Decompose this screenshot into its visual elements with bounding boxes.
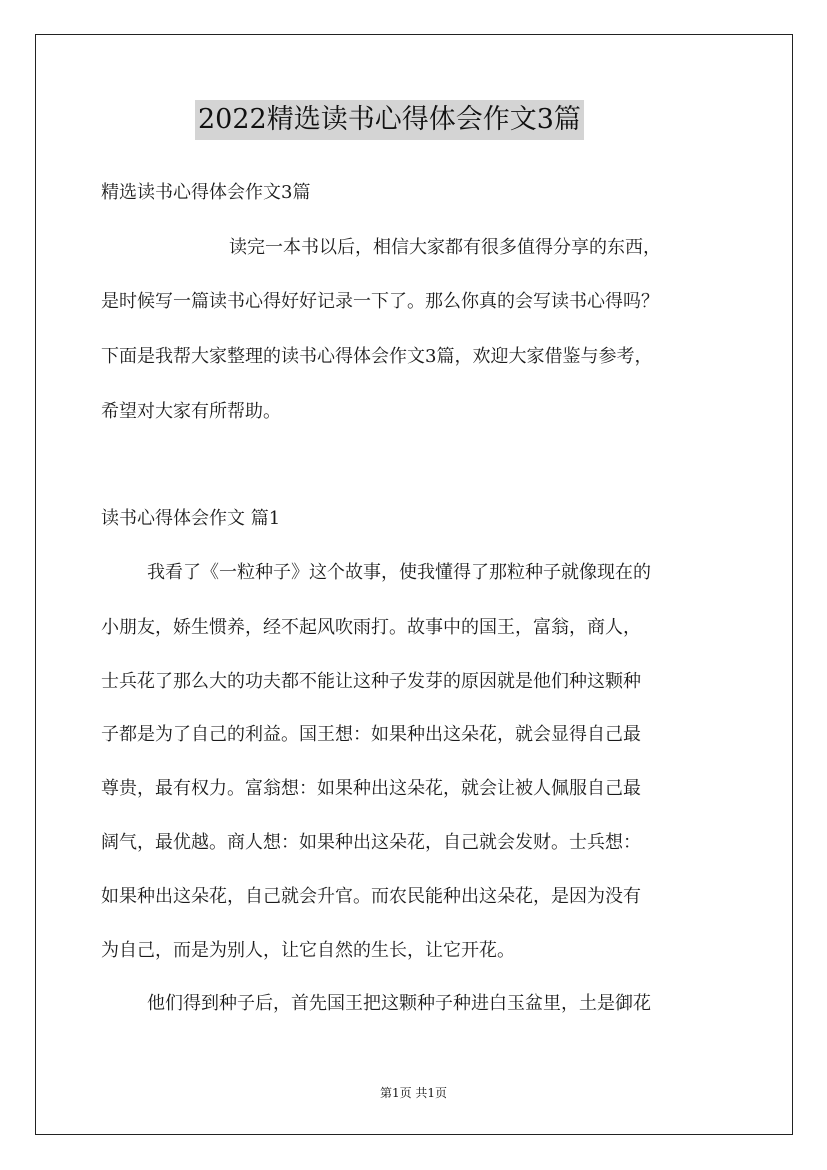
body-line-4: 子都是为了自己的利益。国王想：如果种出这朵花，就会显得自己最 <box>101 724 641 745</box>
document-subtitle: 精选读书心得体会作文3篇 <box>101 182 311 203</box>
page-footer: 第1页 共1页 <box>379 1086 448 1100</box>
body-line-3: 士兵花了那么大的功夫都不能让这种子发芽的原因就是他们种这颗种 <box>101 671 641 692</box>
body-line-6: 阔气，最优越。商人想：如果种出这朵花，自己就会发财。士兵想： <box>101 832 641 853</box>
section-heading: 读书心得体会作文 篇1 <box>101 508 281 529</box>
body-line-8: 为自己，而是为别人，让它自然的生长，让它开花。 <box>101 940 515 961</box>
body-line-2: 小朋友，娇生惯养，经不起风吹雨打。故事中的国王，富翁，商人， <box>101 617 641 638</box>
body-line-1: 我看了《一粒种子》这个故事，使我懂得了那粒种子就像现在的 <box>147 562 651 583</box>
body-line-5: 尊贵，最有权力。富翁想：如果种出这朵花，就会让被人佩服自己最 <box>101 778 641 799</box>
body-line-9: 他们得到种子后，首先国王把这颗种子种进白玉盆里，土是御花 <box>147 993 651 1014</box>
intro-line-2: 是时候写一篇读书心得好好记录一下了。那么你真的会写读书心得吗？ <box>101 291 659 312</box>
document-title: 2022精选读书心得体会作文3篇 <box>195 100 584 140</box>
intro-line-4: 希望对大家有所帮助。 <box>101 401 281 422</box>
intro-line-3: 下面是我帮大家整理的读书心得体会作文3篇，欢迎大家借鉴与参考， <box>101 346 653 367</box>
intro-line-1: 读完一本书以后，相信大家都有很多值得分享的东西， <box>229 237 661 258</box>
body-line-7: 如果种出这朵花，自己就会升官。而农民能种出这朵花，是因为没有 <box>101 886 641 907</box>
